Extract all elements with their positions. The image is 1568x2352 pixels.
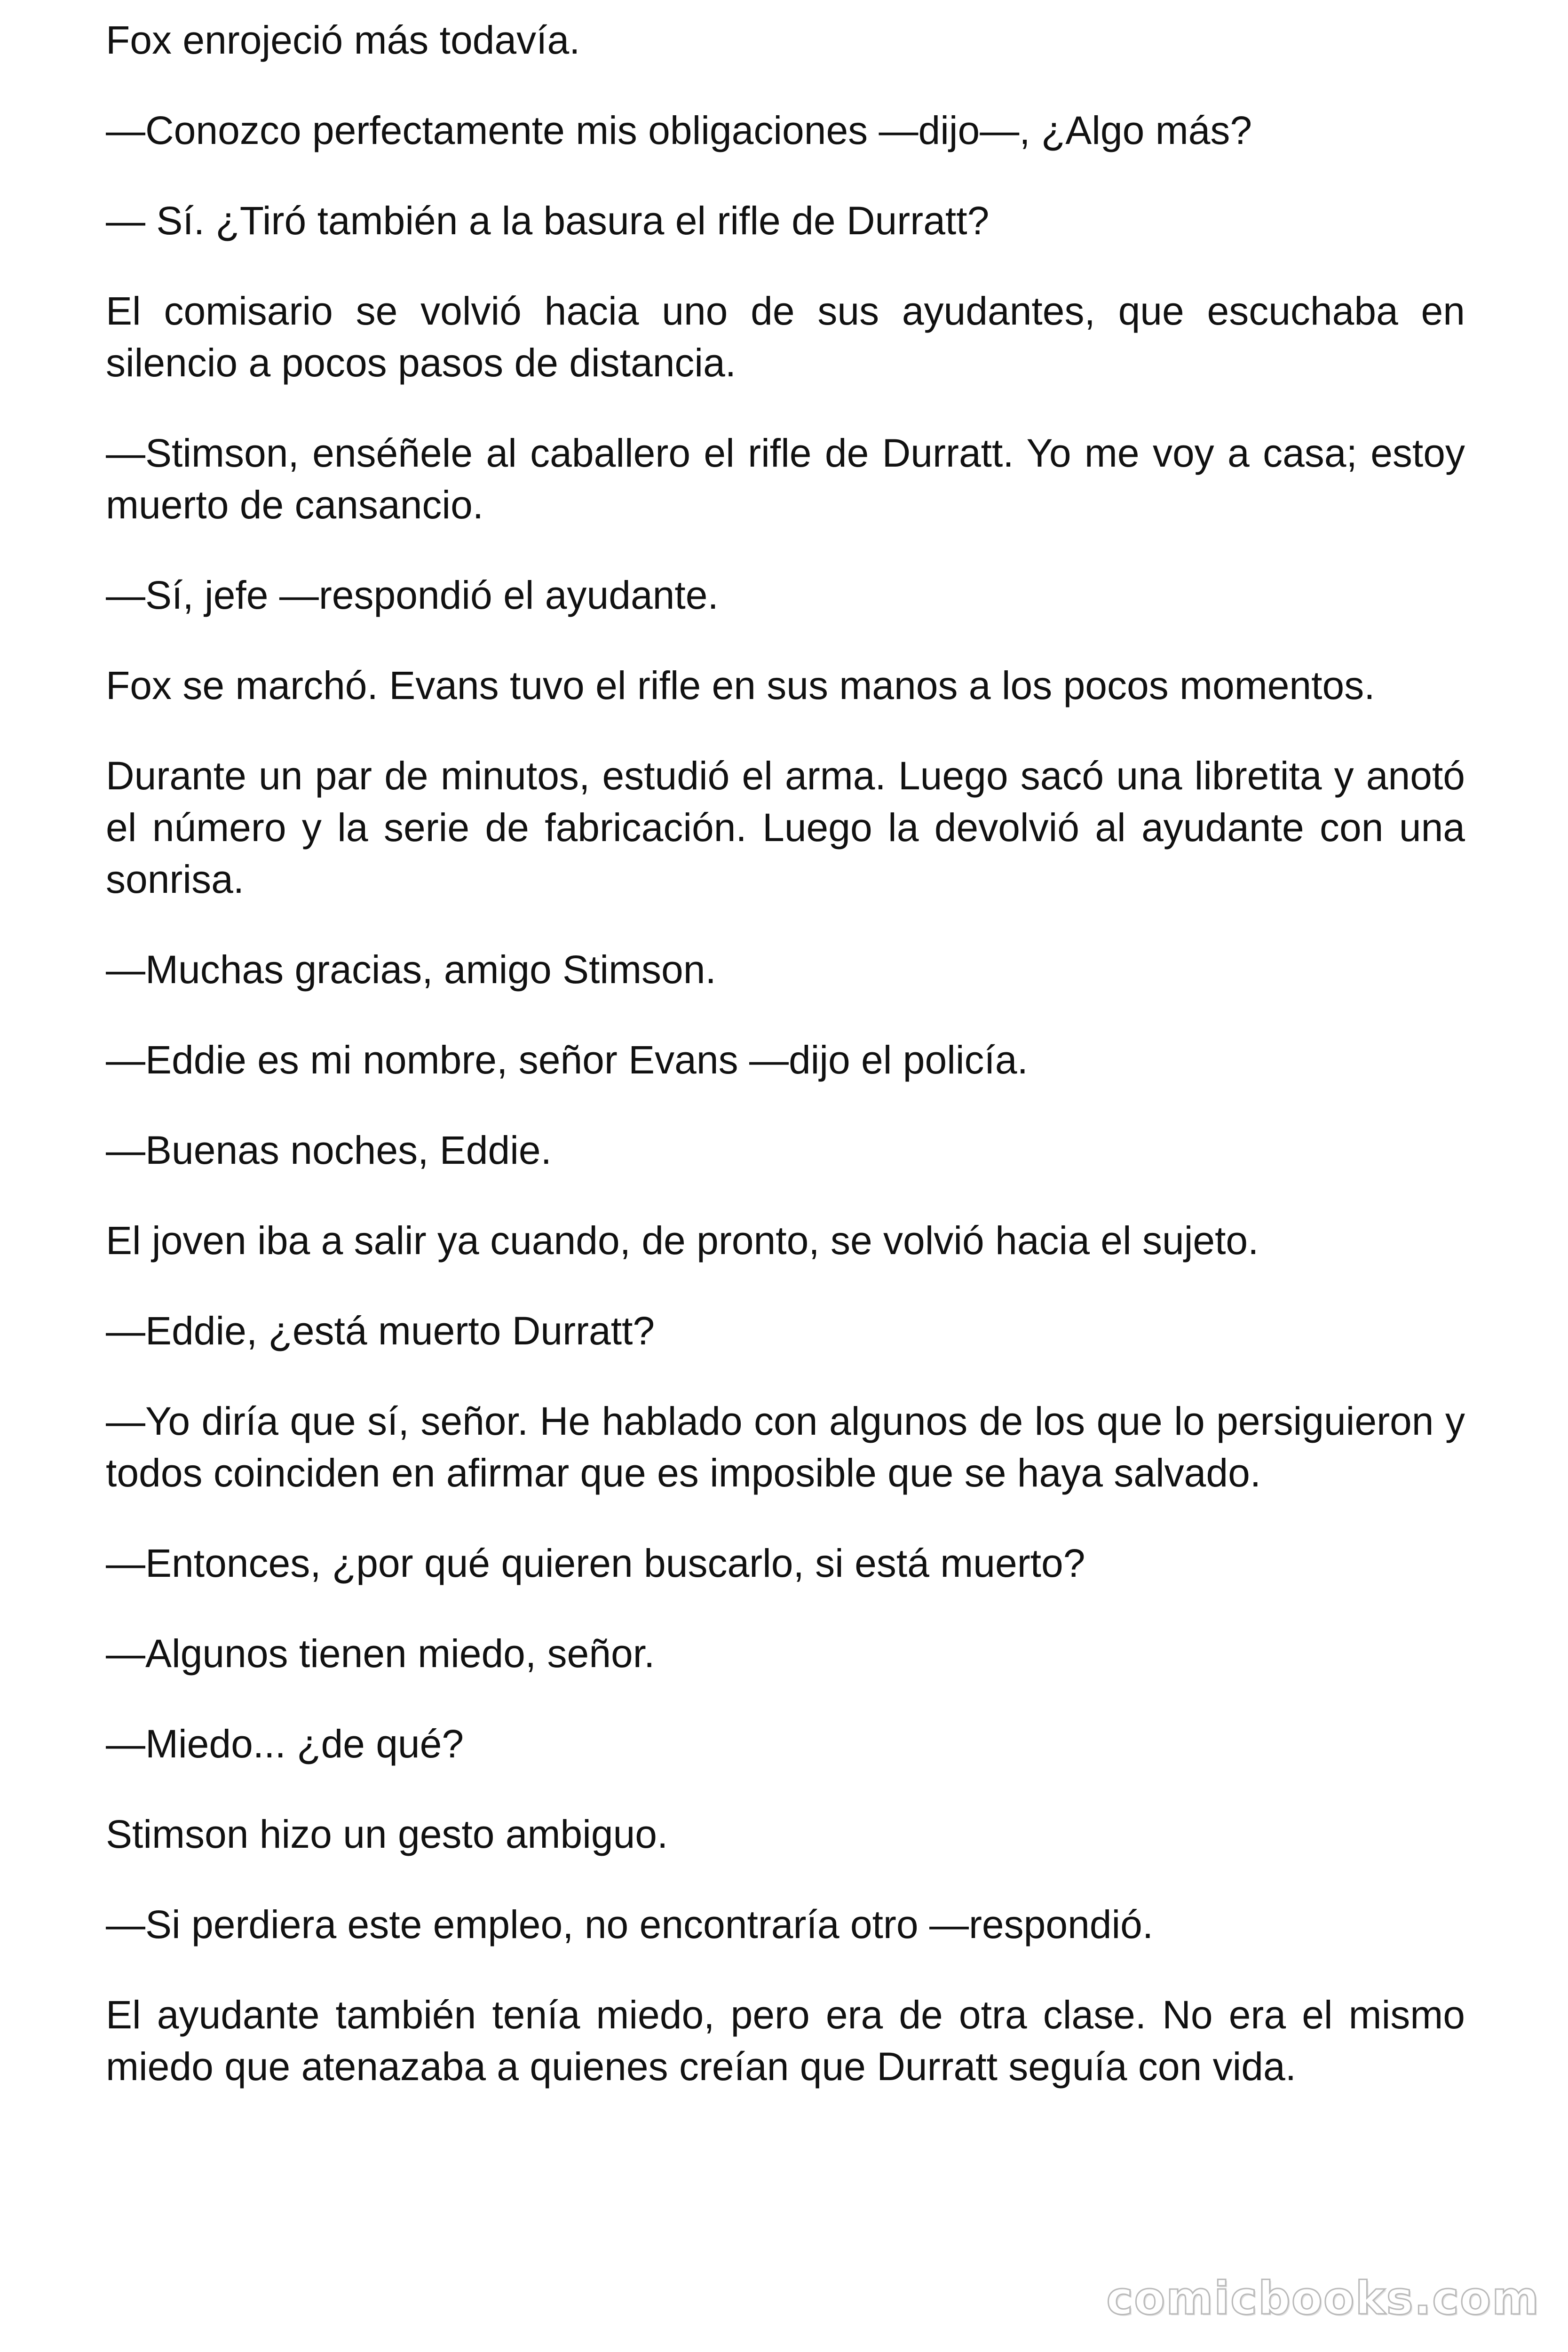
paragraph-6: —Sí, jefe —respondió el ayudante.: [106, 573, 719, 617]
paragraph-4: El comisario se volvió hacia uno de sus ayudantes, que escuchaba en silencio a pocos pasos de distancia.: [106, 289, 1465, 385]
paragraph-19: —Si perdiera este empleo, no encontraría otro —respondió.: [106, 1902, 1154, 1947]
paragraph-13: —Eddie, ¿está muerto Durratt?: [106, 1309, 655, 1353]
paragraph-14: —Yo diría que sí, señor. He hablado con algunos de los que lo persiguieron y todos coinciden en afirmar que es imposible que se haya salvado.: [106, 1399, 1465, 1495]
paragraph-8: Durante un par de minutos, estudió el arma. Luego sacó una libretita y anotó el número y la serie de fabricación. Luego la devolvió al ayudante con una sonrisa.: [106, 754, 1465, 901]
paragraph-18: Stimson hizo un gesto ambiguo.: [106, 1812, 668, 1856]
paragraph-1: Fox enrojeció más todavía.: [106, 18, 580, 62]
paragraph-16: —Algunos tienen miedo, señor.: [106, 1631, 655, 1676]
paragraph-15: —Entonces, ¿por qué quieren buscarlo, si está muerto?: [106, 1541, 1085, 1585]
page-text: [106, 14, 1465, 2131]
paragraph-20: El ayudante también tenía miedo, pero era de otra clase. No era el mismo miedo que atenazaba a quienes creían que Durratt seguía con vida.: [106, 1993, 1465, 2089]
paragraph-11: —Buenas noches, Eddie.: [106, 1128, 552, 1172]
paragraph-10: —Eddie es mi nombre, señor Evans —dijo el policía.: [106, 1038, 1028, 1082]
watermark: comicbooks.com: [1106, 2272, 1540, 2325]
paragraph-3: — Sí. ¿Tiró también a la basura el rifle de Durratt?: [106, 199, 990, 243]
paragraph-7: Fox se marchó. Evans tuvo el rifle en sus manos a los pocos momentos.: [106, 663, 1375, 707]
paragraph-12: El joven iba a salir ya cuando, de pronto, se volvió hacia el sujeto.: [106, 1218, 1259, 1263]
paragraph-9: —Muchas gracias, amigo Stimson.: [106, 947, 716, 992]
paragraph-17: —Miedo... ¿de qué?: [106, 1722, 464, 1766]
paragraph-5: —Stimson, enséñele al caballero el rifle de Durratt. Yo me voy a casa; estoy muerto de cansancio.: [106, 431, 1465, 527]
paragraph-2: —Conozco perfectamente mis obligaciones —dijo—, ¿Algo más?: [106, 108, 1252, 152]
